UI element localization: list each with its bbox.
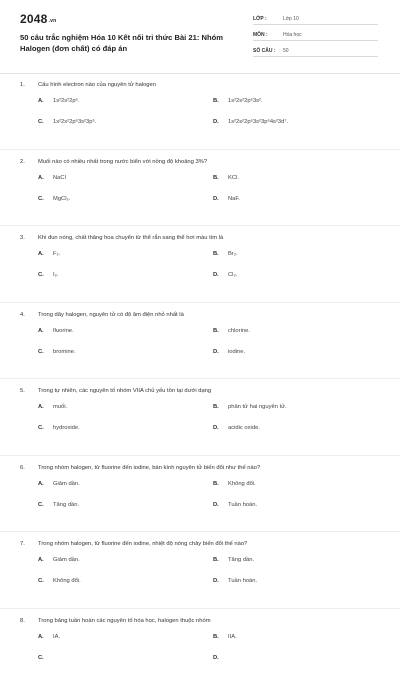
question-item: [0, 226, 400, 302]
answer-option[interactable]: [38, 272, 58, 278]
question-divider: [0, 608, 400, 609]
option-text: IA.: [53, 633, 61, 640]
option-letter: C.: [38, 119, 44, 125]
question-item: [0, 150, 400, 226]
logo-suffix: .vn: [48, 18, 57, 24]
question-item: [0, 379, 400, 455]
option-text: chlorine.: [228, 327, 250, 334]
option-text: Không đổi.: [228, 480, 256, 487]
answer-option[interactable]: [213, 98, 263, 104]
question-stem: [20, 541, 380, 547]
question-stem: [20, 159, 380, 165]
answer-option[interactable]: [213, 655, 228, 661]
answer-option[interactable]: [38, 557, 80, 563]
answer-option[interactable]: [38, 349, 76, 355]
question-number: 4.: [20, 311, 25, 318]
meta-value: 50: [283, 47, 289, 54]
answer-option[interactable]: [213, 119, 288, 125]
question-item: [0, 456, 400, 532]
option-letter: B.: [213, 251, 219, 257]
option-letter: A.: [38, 251, 44, 257]
option-text: Tuần hoàn.: [228, 578, 258, 584]
option-text: Br₂.: [228, 251, 238, 257]
question-divider: [0, 149, 400, 150]
option-letter: B.: [213, 174, 219, 181]
option-letter: B.: [213, 98, 219, 104]
option-text: I₂.: [53, 272, 59, 278]
question-number: 8.: [20, 617, 25, 624]
answer-option[interactable]: [213, 425, 260, 431]
option-text: fluorine.: [53, 327, 74, 334]
option-text: Tuần hoàn.: [228, 501, 258, 508]
question-item: [0, 532, 400, 608]
answer-option[interactable]: [38, 119, 96, 125]
question-divider: [0, 531, 400, 532]
question-divider: [0, 225, 400, 226]
answer-option[interactable]: [38, 175, 66, 181]
option-text: NaCl: [53, 174, 66, 181]
option-text: 1s²2s²2p⁶3s²3p⁶4s²3d⁷.: [228, 119, 289, 125]
meta-row-class: [253, 13, 378, 25]
option-text: Không đổi.: [53, 578, 81, 584]
answer-option[interactable]: [213, 502, 257, 508]
option-text: F₂.: [53, 251, 61, 257]
option-text: Giảm dần.: [53, 480, 80, 487]
option-text: Giảm dần.: [53, 557, 80, 563]
answer-option[interactable]: [213, 634, 237, 640]
question-text: Cấu hình electron nào của nguyên tử halogen: [38, 82, 156, 88]
option-text: acidic oxide.: [228, 425, 260, 431]
answer-option[interactable]: [38, 425, 80, 431]
option-letter: D.: [213, 272, 219, 278]
option-letter: C.: [38, 348, 44, 355]
option-text: Tăng dần.: [228, 557, 255, 563]
answer-option[interactable]: [38, 655, 53, 661]
logo-text: 2048: [20, 12, 48, 26]
logo[interactable]: [20, 12, 56, 26]
document-meta: [253, 13, 378, 61]
answer-option[interactable]: [213, 578, 257, 584]
question-text: Trong nhóm halogen, từ fluorine đến iodine, bán kính nguyên tử biến đổi như thế nào?: [38, 464, 261, 471]
option-letter: C.: [38, 654, 44, 661]
answer-option[interactable]: [213, 175, 239, 181]
meta-value: Lớp 10: [283, 15, 299, 22]
answer-option[interactable]: [38, 404, 67, 410]
question-text: Trong bảng tuần hoàn các nguyên tố hóa học, halogen thuộc nhóm: [38, 617, 211, 624]
option-letter: B.: [213, 633, 219, 640]
answer-option[interactable]: [38, 98, 80, 104]
option-text: KCl.: [228, 174, 239, 181]
option-text: Tăng dần.: [53, 501, 80, 508]
option-letter: A.: [38, 98, 44, 104]
option-text: phân tử hai nguyên tử.: [228, 404, 287, 410]
option-text: iodine.: [228, 348, 246, 355]
answer-option[interactable]: [38, 481, 80, 487]
option-text: bromine.: [53, 348, 76, 355]
option-letter: A.: [38, 633, 44, 640]
answer-option[interactable]: [38, 502, 79, 508]
answer-option[interactable]: [38, 634, 60, 640]
question-number: 3.: [20, 235, 25, 241]
option-text: NaF.: [228, 195, 240, 202]
option-letter: A.: [38, 480, 44, 487]
question-stem: [20, 235, 380, 241]
option-letter: B.: [213, 327, 219, 334]
option-letter: B.: [213, 404, 219, 410]
option-text: Cl₂.: [228, 272, 238, 278]
option-letter: D.: [213, 501, 219, 508]
meta-row-subject: [253, 29, 378, 41]
option-text: 1s²2s²2p⁶3s²3p⁵.: [53, 119, 97, 125]
option-letter: D.: [213, 425, 219, 431]
option-letter: A.: [38, 557, 44, 563]
question-stem: [20, 618, 380, 624]
option-letter: D.: [213, 348, 219, 355]
question-text: Muối nào có nhiều nhất trong nước biển với nồng độ khoảng 3%?: [38, 158, 208, 165]
option-letter: D.: [213, 578, 219, 584]
question-item: [0, 303, 400, 379]
option-letter: D.: [213, 119, 219, 125]
page-title: 50 câu trắc nghiệm Hóa 10 Kết nối tri thức Bài 21: Nhóm Halogen (đơn chất) có đáp án: [20, 33, 223, 53]
option-text: hydroxide.: [53, 425, 80, 431]
question-text: Trong nhóm halogen, từ fluorine đến iodine, nhiệt độ nóng chảy biến đổi thế nào?: [38, 541, 248, 547]
meta-label: MÔN :: [253, 31, 268, 38]
meta-label: SỐ CÂU :: [253, 47, 276, 54]
question-item: [0, 609, 400, 685]
answer-option[interactable]: [213, 251, 238, 257]
option-text: 1s²2s²2p⁶.: [53, 98, 80, 104]
option-letter: A.: [38, 174, 44, 181]
option-text: MgCl₂.: [53, 195, 71, 202]
answer-option[interactable]: [213, 557, 254, 563]
option-letter: D.: [213, 654, 219, 661]
answer-option[interactable]: [213, 196, 240, 202]
question-stem: [20, 465, 380, 471]
option-text: muối.: [53, 404, 68, 410]
answer-option[interactable]: [213, 349, 245, 355]
question-divider: [0, 302, 400, 303]
question-item: [0, 73, 400, 149]
answer-option[interactable]: [213, 404, 287, 410]
question-stem: [20, 388, 380, 394]
question-divider: [0, 455, 400, 456]
answer-option[interactable]: [213, 328, 250, 334]
option-letter: C.: [38, 272, 44, 278]
option-letter: C.: [38, 578, 44, 584]
answer-option[interactable]: [38, 328, 74, 334]
question-number: 7.: [20, 541, 25, 547]
option-text: 1s²2s²2p⁶3s².: [228, 98, 263, 104]
answer-option[interactable]: [213, 272, 237, 278]
meta-value: Hóa học: [283, 31, 302, 38]
option-letter: B.: [213, 557, 219, 563]
question-stem: [20, 82, 380, 88]
question-number: 5.: [20, 388, 25, 394]
question-number: 1.: [20, 82, 25, 88]
option-letter: C.: [38, 195, 44, 202]
option-letter: D.: [213, 195, 219, 202]
question-text: Trong dãy halogen, nguyên tử có độ âm điện nhỏ nhất là: [38, 311, 184, 318]
option-letter: A.: [38, 327, 44, 334]
option-letter: B.: [213, 480, 219, 487]
answer-option[interactable]: [38, 251, 60, 257]
answer-option[interactable]: [213, 481, 256, 487]
question-text: Trong tự nhiên, các nguyên tố nhóm VIIA chủ yếu tồn tại dưới dạng: [38, 388, 212, 394]
meta-label: LỚP :: [253, 15, 267, 22]
question-divider: [0, 378, 400, 379]
question-number: 2.: [20, 158, 25, 165]
question-text: Khi đun nóng, chất thăng hoa chuyển từ thể rắn sang thể hơi màu tím là: [38, 235, 224, 241]
meta-row-count: [253, 45, 378, 57]
answer-option[interactable]: [38, 196, 70, 202]
question-stem: [20, 312, 380, 318]
answer-option[interactable]: [38, 578, 81, 584]
option-letter: A.: [38, 404, 44, 410]
question-number: 6.: [20, 464, 25, 471]
option-text: IIA.: [228, 633, 237, 640]
option-letter: C.: [38, 501, 44, 508]
option-letter: C.: [38, 425, 44, 431]
